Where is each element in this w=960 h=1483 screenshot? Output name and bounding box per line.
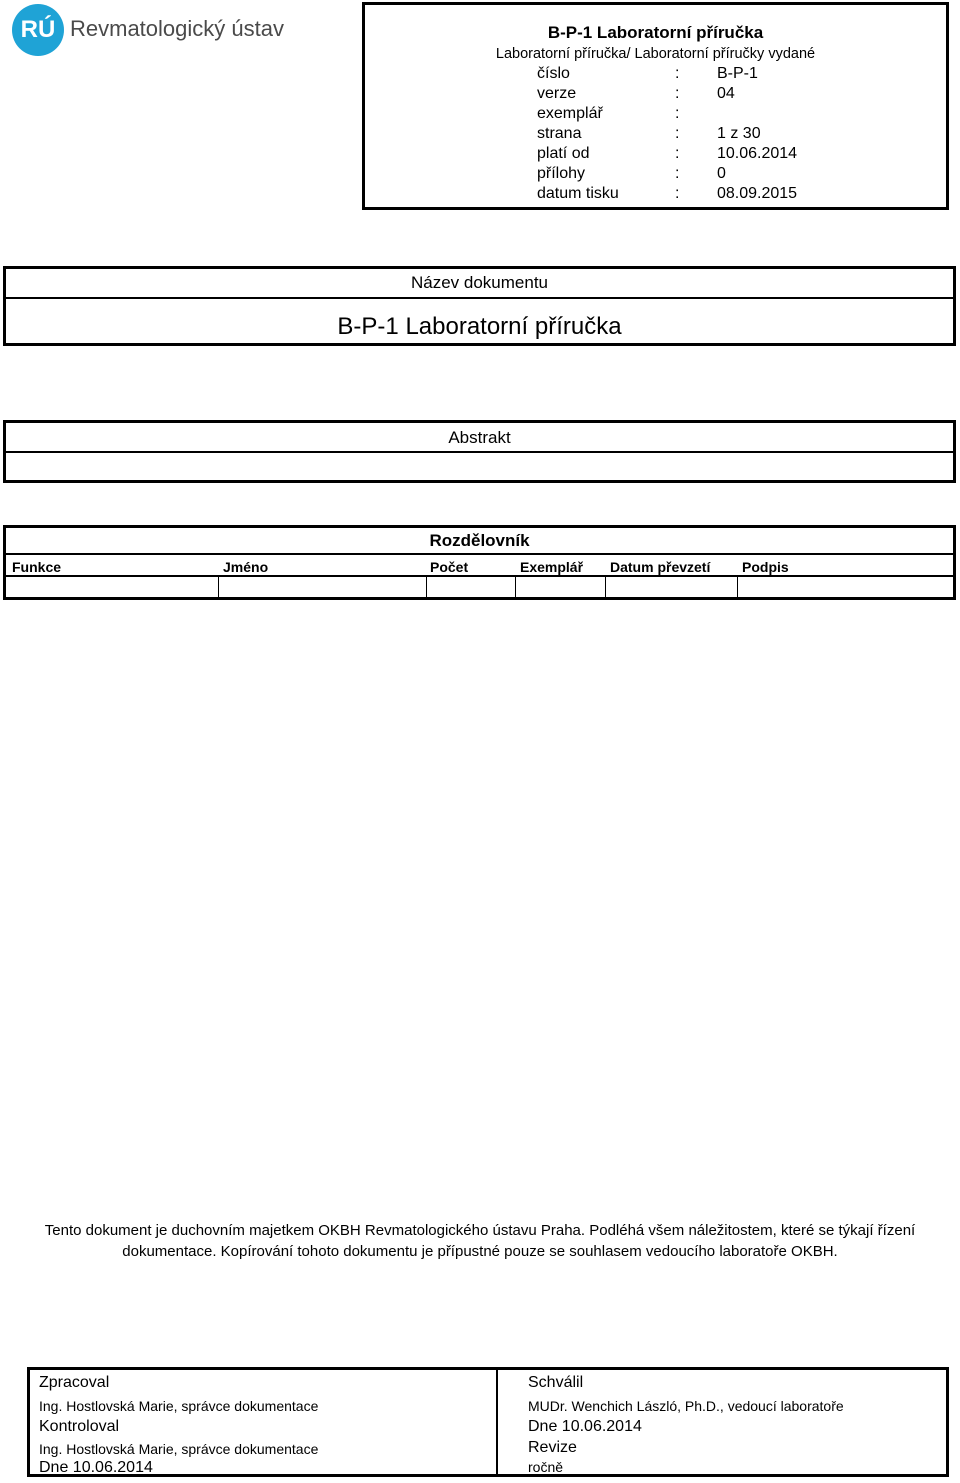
column-divider — [426, 576, 427, 597]
document-name-value: B-P-1 Laboratorní příručka — [337, 313, 622, 340]
distribution-column-header: Podpis — [742, 559, 789, 575]
logo-mark: RÚ — [12, 4, 64, 56]
header-row-separator: : — [675, 125, 680, 142]
divider — [6, 575, 953, 577]
document-header-box — [362, 2, 949, 210]
header-row-label: číslo — [537, 65, 570, 82]
institute-logo — [12, 4, 302, 56]
header-row-value: 04 — [717, 85, 735, 102]
distribution-table — [3, 525, 956, 600]
header-row-label: datum tisku — [537, 185, 619, 202]
ownership-notice: Tento dokument je duchovním majetkem OKBH Revmatologického ústavu Praha. Podléhá všem náležitostem, které se týkají řízení dokumentace. Kopírování tohoto dokumentu je přípustné pouze se souhlasem vedoucího laboratoře OKBH. — [44, 1222, 916, 1260]
document-name-label: Název dokumentu — [410, 273, 549, 292]
header-row-separator: : — [675, 85, 680, 102]
header-row-label: strana — [537, 125, 582, 142]
checked-date: Dne 10.06.2014 — [39, 1459, 153, 1476]
approved-date: Dne 10.06.2014 — [528, 1418, 642, 1435]
header-row-label: verze — [537, 85, 577, 102]
checked-label: Kontroloval — [39, 1418, 120, 1435]
abstract-box — [3, 420, 956, 483]
header-row-separator: : — [675, 185, 680, 202]
header-subtitle: Laboratorní příručka/ Laboratorní příručky vydané — [495, 46, 816, 62]
revision-value: ročně — [528, 1459, 564, 1475]
divider — [6, 297, 953, 299]
distribution-title: Rozdělovník — [429, 531, 530, 550]
header-row-value: 0 — [717, 165, 726, 182]
approved-label: Schválil — [528, 1374, 584, 1391]
revision-label: Revize — [528, 1439, 577, 1456]
approved-by: MUDr. Wenchich László, Ph.D., vedoucí laboratoře — [528, 1398, 844, 1414]
prepared-by: Ing. Hostlovská Marie, správce dokumentace — [39, 1398, 319, 1414]
distribution-column-header: Exemplář — [520, 559, 584, 575]
header-row-separator: : — [675, 165, 680, 182]
column-divider — [737, 576, 738, 597]
distribution-column-header: Datum převzetí — [610, 559, 711, 575]
header-row-value: 08.09.2015 — [717, 185, 798, 202]
header-row-value: 10.06.2014 — [717, 145, 798, 162]
header-row-value: B-P-1 — [717, 65, 758, 82]
distribution-column-header: Jméno — [223, 559, 269, 575]
approval-footer — [27, 1367, 949, 1477]
divider — [6, 553, 953, 555]
header-row-separator: : — [675, 105, 680, 122]
header-row-label: platí od — [537, 145, 590, 162]
distribution-column-header: Funkce — [12, 559, 62, 575]
divider — [6, 451, 953, 453]
header-row-label: přílohy — [537, 165, 586, 182]
header-row-label: exemplář — [537, 105, 603, 122]
column-divider — [515, 576, 516, 597]
document-name-box — [3, 266, 956, 346]
column-divider — [496, 1370, 498, 1474]
header-row-separator: : — [675, 145, 680, 162]
prepared-label: Zpracoval — [39, 1374, 110, 1391]
checked-by: Ing. Hostlovská Marie, správce dokumentace — [39, 1441, 319, 1457]
abstract-label: Abstrakt — [448, 428, 511, 447]
header-row-value: 1 z 30 — [717, 125, 761, 142]
column-divider — [605, 576, 606, 597]
distribution-column-header: Počet — [430, 559, 469, 575]
header-title: B-P-1 Laboratorní příručka — [547, 23, 764, 42]
header-row-separator: : — [675, 65, 680, 82]
column-divider — [218, 576, 219, 597]
logo-wordmark: Revmatologický ústav — [70, 16, 284, 41]
